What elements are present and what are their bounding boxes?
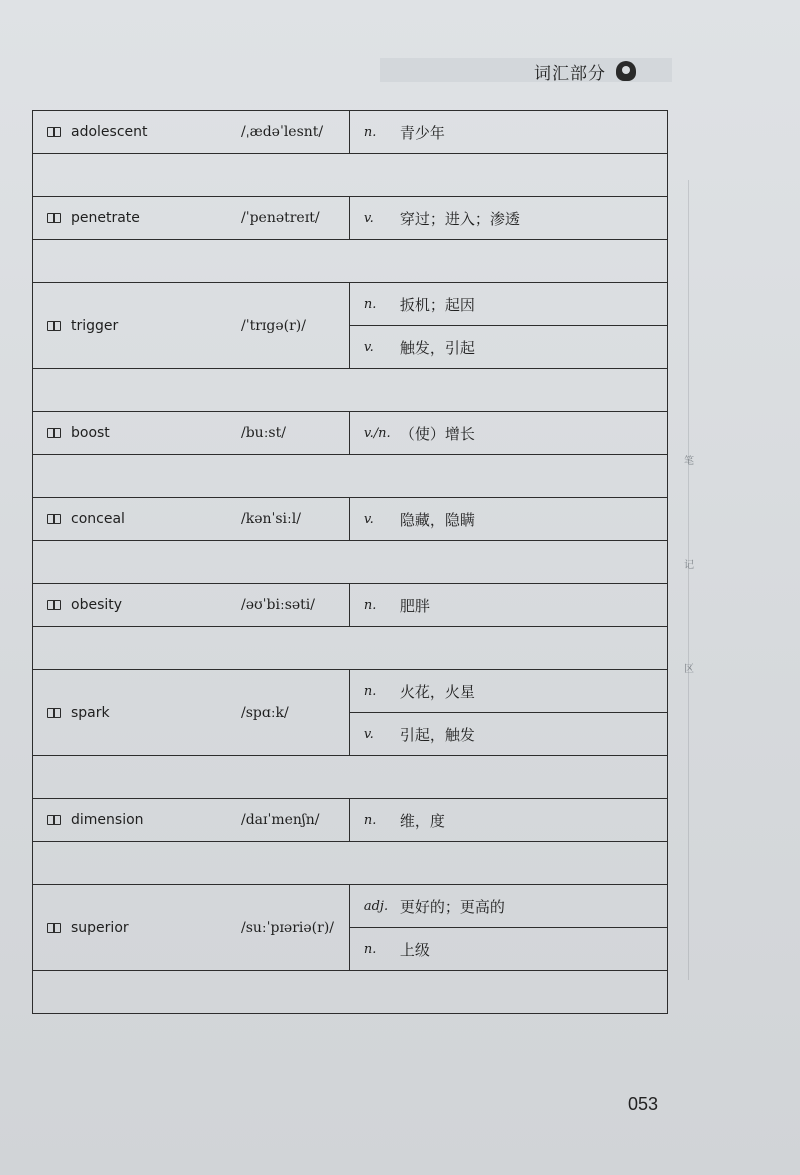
- meaning: 穿过；进入；渗透: [399, 209, 520, 228]
- meaning: 肥胖: [399, 596, 430, 615]
- blank-note-cell: [33, 541, 668, 584]
- open-book-icon: [47, 428, 61, 438]
- margin-note-3: 区: [684, 664, 694, 675]
- open-book-icon: [47, 127, 61, 137]
- blank-note-cell: [33, 455, 668, 498]
- margin-divider: [688, 180, 689, 980]
- page-number: 053: [628, 1094, 659, 1114]
- definition-cell: [349, 197, 667, 240]
- table-row: [33, 283, 668, 326]
- vocab-word: penetrate: [71, 210, 140, 226]
- meaning: 火花，火星: [399, 682, 475, 701]
- word-cell: [33, 111, 350, 154]
- blank-note-cell: [33, 842, 668, 885]
- part-of-speech: v.: [363, 210, 374, 226]
- table-row: [33, 412, 668, 455]
- table-row: [33, 584, 668, 627]
- meaning: 更好的；更高的: [399, 897, 505, 916]
- open-book-icon: [47, 708, 61, 718]
- meaning: 维，度: [399, 811, 445, 830]
- table-row: [33, 111, 668, 154]
- part-of-speech: v./n.: [363, 425, 391, 441]
- open-book-icon: [47, 321, 61, 331]
- blank-note-cell: [33, 240, 668, 283]
- definition-cell: [349, 928, 667, 971]
- open-book-icon: [47, 923, 61, 933]
- phonetic: /spɑːk/: [241, 704, 289, 721]
- meaning: 上级: [399, 940, 430, 959]
- vocab-word: dimension: [71, 812, 144, 828]
- vocab-word: trigger: [71, 317, 119, 334]
- open-book-icon: [47, 213, 61, 223]
- blank-note-row: [33, 541, 668, 584]
- vocab-word: conceal: [71, 511, 125, 527]
- blank-note-row: [33, 756, 668, 799]
- part-of-speech: n.: [363, 296, 377, 312]
- phonetic: /əʊˈbiːsəti/: [241, 597, 315, 613]
- page-header: [534, 56, 636, 86]
- vocab-word: boost: [71, 425, 110, 441]
- vocab-word: adolescent: [71, 124, 148, 140]
- phonetic: /daɪˈmenʃn/: [241, 812, 320, 828]
- word-cell: [33, 283, 350, 369]
- definition-cell: [349, 885, 667, 928]
- blank-note-row: [33, 455, 668, 498]
- word-cell: [33, 670, 350, 756]
- blank-note-cell: [33, 627, 668, 670]
- definition-cell: [349, 498, 667, 541]
- part-of-speech: n.: [363, 812, 377, 828]
- word-cell: [33, 498, 350, 541]
- vocab-word: obesity: [71, 597, 123, 613]
- word-cell: [33, 584, 350, 627]
- margin-note-1: 笔: [684, 456, 694, 467]
- blank-note-row: [33, 971, 668, 1014]
- meaning: 触发，引起: [399, 338, 475, 357]
- blank-note-cell: [33, 756, 668, 799]
- table-row: [33, 799, 668, 842]
- blank-note-row: [33, 369, 668, 412]
- part-of-speech: n.: [363, 124, 377, 140]
- blank-note-row: [33, 240, 668, 283]
- part-of-speech: v.: [363, 726, 374, 742]
- book-mark-icon: [616, 61, 636, 81]
- definition-cell: [349, 584, 667, 627]
- meaning: 引起，触发: [399, 725, 475, 744]
- definition-cell: [349, 670, 667, 713]
- blank-note-cell: [33, 154, 668, 197]
- phonetic: /kənˈsiːl/: [241, 511, 301, 527]
- part-of-speech: v.: [363, 511, 374, 527]
- part-of-speech: n.: [363, 683, 377, 699]
- word-cell: [33, 412, 350, 455]
- open-book-icon: [47, 600, 61, 610]
- phonetic: /ˈpenətreɪt/: [241, 210, 320, 226]
- part-of-speech: n.: [363, 941, 377, 957]
- margin-note-2: 记: [684, 560, 694, 571]
- vocab-word: spark: [71, 704, 110, 721]
- definition-cell: [349, 326, 667, 369]
- definition-cell: [349, 111, 667, 154]
- blank-note-row: [33, 842, 668, 885]
- part-of-speech: v.: [363, 339, 374, 355]
- part-of-speech: n.: [363, 597, 377, 613]
- vocab-word: superior: [71, 919, 129, 936]
- phonetic: /ˌædəˈlesnt/: [241, 124, 324, 140]
- definition-cell: [349, 799, 667, 842]
- meaning: （使）增长: [399, 424, 475, 443]
- section-title: 词汇部分: [534, 63, 606, 84]
- vocabulary-table: [32, 110, 668, 1014]
- meaning: 青少年: [399, 123, 445, 142]
- phonetic: /ˈtrɪgə(r)/: [241, 317, 306, 334]
- definition-cell: [349, 713, 667, 756]
- blank-note-row: [33, 627, 668, 670]
- word-cell: [33, 885, 350, 971]
- blank-note-cell: [33, 369, 668, 412]
- open-book-icon: [47, 514, 61, 524]
- meaning: 扳机；起因: [399, 295, 475, 314]
- table-row: [33, 670, 668, 713]
- phonetic: /suːˈpɪəriə(r)/: [241, 919, 334, 936]
- blank-note-row: [33, 154, 668, 197]
- table-row: [33, 498, 668, 541]
- blank-note-cell: [33, 971, 668, 1014]
- part-of-speech: adj.: [363, 898, 389, 914]
- word-cell: [33, 799, 350, 842]
- definition-cell: [349, 283, 667, 326]
- word-cell: [33, 197, 350, 240]
- meaning: 隐藏，隐瞒: [399, 510, 475, 529]
- open-book-icon: [47, 815, 61, 825]
- table-row: [33, 197, 668, 240]
- table-row: [33, 885, 668, 928]
- definition-cell: [349, 412, 667, 455]
- phonetic: /buːst/: [241, 425, 286, 441]
